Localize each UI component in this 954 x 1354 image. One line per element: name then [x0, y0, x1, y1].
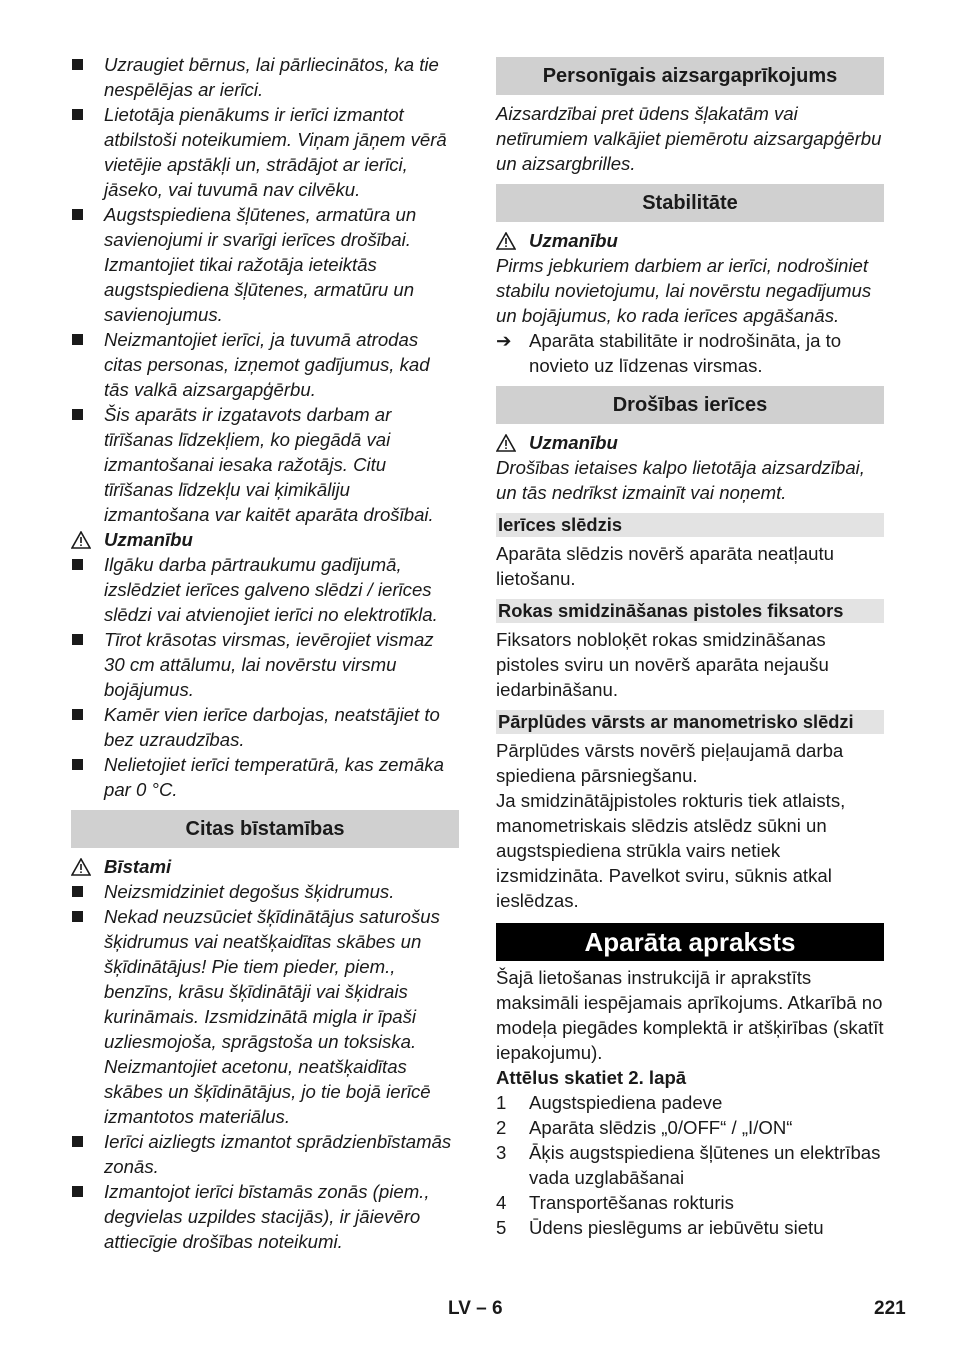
warning-triangle-icon [496, 433, 516, 458]
list-item: Nekad neuzsūciet šķīdinātājus saturošus šķidrumus vai neatšķaidītas skābes un šķīdinātājus! Pie tiem pieder, piem., benzīns, krāsu šķīdinātāji vai šķidrais kurināmais. Izsmidzinātā migla ir īpaši uzliesmojoša, sprāgstoša un toksiska. Neizmantojiet acetonu, neatšķaidītas skābes un šķīdinātājus, jo tie bojā ierīcē izmantotos materiālus. [71, 904, 459, 1129]
list-item: Uzraugiet bērnus, lai pārliecinātos, ka tie nespēlējas ar ierīci. [71, 52, 459, 102]
warning-label: Uzmanību [104, 529, 193, 550]
list-item: Ierīci aizliegts izmantot sprādzienbīstamās zonās. [71, 1129, 459, 1179]
list-item: Šis aparāts ir izgatavots darbam ar tīrīšanas līdzekļiem, ko piegādā vai izmantošanai iesaka ražotājs. Citu tīrīšanas līdzekļu vai ķimikāliju izmantošana var kaitēt aparāta drošībai. [71, 402, 459, 527]
arrow-right-icon: ➔ [496, 330, 512, 351]
list-item: Izmantojot ierīci bīstamās zonās (piem., degvielas uzpildes stacijās), ir jāievēro attiecīgie drošības noteikumi. [71, 1179, 459, 1254]
list-item: 2 Aparāta slēdzis „0/OFF“ / „I/ON“ [496, 1117, 793, 1138]
figures-reference: Attēlus skatiet 2. lapā [496, 1067, 687, 1088]
list-item: 3 Āķis augstspiediena šļūtenes un elektrības vada uzglabāšanai [496, 1142, 881, 1188]
warning-triangle-icon [496, 231, 516, 256]
list-item: Augstspiediena šļūtenes, armatūra un savienojumi ir svarīgi ierīces drošībai. Izmantojiet tikai ražotāja ieteiktās augstspiediena šļūtenes, armatūru un savienojumus. [71, 202, 459, 327]
gun-lock-text: Fiksators nobloķēt rokas smidzināšanas pistoles sviru un novērš aparāta nejaušu iedarbināšanu. [496, 629, 829, 700]
valve-text-1: Pārplūdes vārsts novērš pieļaujamā darba spiediena pārsniegšanu. [496, 740, 844, 786]
switch-text: Aparāta slēdzis novērš aparāta neatļautu lietošanu. [496, 543, 835, 589]
stability-instruction-text: Aparāta stabilitāte ir nodrošināta, ja to novieto uz līdzenas virsmas. [529, 330, 842, 376]
list-item: Neizmantojiet ierīci, ja tuvumā atrodas citas personas, izņemot gadījumus, kad tās valkā aizsargapģērbu. [71, 327, 459, 402]
danger-heading [71, 854, 459, 879]
description-text: Šajā lietošanas instrukcijā ir aprakstīts maksimāli iespējamais aprīkojums. Atkarībā no modeļa piegādes komplektā ir atšķirības (skatīt iepakojumu). [496, 967, 884, 1063]
section-heading-ppe: Personīgais aizsargaprīkojums [496, 57, 884, 95]
footer-language-code: LV – 6 [448, 1298, 503, 1319]
section-heading-other-dangers: Citas bīstamības [71, 810, 459, 848]
ppe-text: Aizsardzībai pret ūdens šļakatām vai netīrumiem valkājiet piemērotu aizsargapģērbu un aizsargbrilles. [496, 103, 882, 174]
list-item: Tīrot krāsotas virsmas, ievērojiet vismaz 30 cm attālumu, lai novērstu virsmu bojājumus. [71, 627, 459, 702]
warning-heading [496, 228, 884, 253]
warning-heading [71, 527, 459, 552]
stability-instruction [496, 328, 884, 378]
section-heading-safety-devices: Drošības ierīces [496, 386, 884, 424]
subheading-overflow-valve: Pārplūdes vārsts ar manometrisko slēdzi [496, 710, 884, 734]
list-item: Kamēr vien ierīce darbojas, neatstājiet to bez uzraudzības. [71, 702, 459, 752]
warning-label: Uzmanību [529, 230, 618, 251]
list-item: 5 Ūdens pieslēgums ar iebūvētu sietu [496, 1217, 824, 1238]
danger-label: Bīstami [104, 856, 172, 877]
subheading-switch: Ierīces slēdzis [496, 513, 884, 537]
stability-text: Pirms jebkuriem darbiem ar ierīci, nodrošiniet stabilu novietojumu, lai novērstu negadījumus un bojājumus, ko rada ierīces apgāšanās. [496, 255, 872, 326]
warning-heading [496, 430, 884, 455]
left-column [71, 52, 459, 1254]
valve-text-2: Ja smidzinātājpistoles rokturis tiek atlaists, manometriskais slēdzis atslēdz sūkni un augstspiediena strūkla vairs netiek izsmidzināta. Pavelkot sviru, sūknis atkal ieslēdzas. [496, 790, 846, 911]
chapter-heading-description: Aparāta apraksts [496, 923, 884, 961]
list-item: 1 Augstspiediena padeve [496, 1092, 723, 1113]
warning-label: Uzmanību [529, 432, 618, 453]
list-item: Ilgāku darba pārtraukumu gadījumā, izslēdziet ierīces galveno slēdzi / ierīces slēdzi vai atvienojiet ierīci no elektrotīkla. [71, 552, 459, 627]
list-item: Lietotāja pienākums ir ierīci izmantot atbilstoši noteikumiem. Viņam jāņem vērā vietējie apstākļi un, strādājot ar ierīci, jāseko, vai tuvumā nav cilvēku. [71, 102, 459, 202]
subheading-gun-lock: Rokas smidzināšanas pistoles fiksators [496, 599, 884, 623]
list-item: Neizsmidziniet degošus šķidrumus. [71, 879, 459, 904]
safety-text: Drošības ietaises kalpo lietotāja aizsardzībai, un tās nedrīkst izmainīt vai noņemt. [496, 457, 865, 503]
right-column [496, 52, 884, 1240]
page-number: 221 [874, 1298, 906, 1319]
section-heading-stability: Stabilitāte [496, 184, 884, 222]
list-item: Nelietojiet ierīci temperatūrā, kas zemāka par 0 °C. [71, 752, 459, 802]
list-item: 4 Transportēšanas rokturis [496, 1192, 734, 1213]
